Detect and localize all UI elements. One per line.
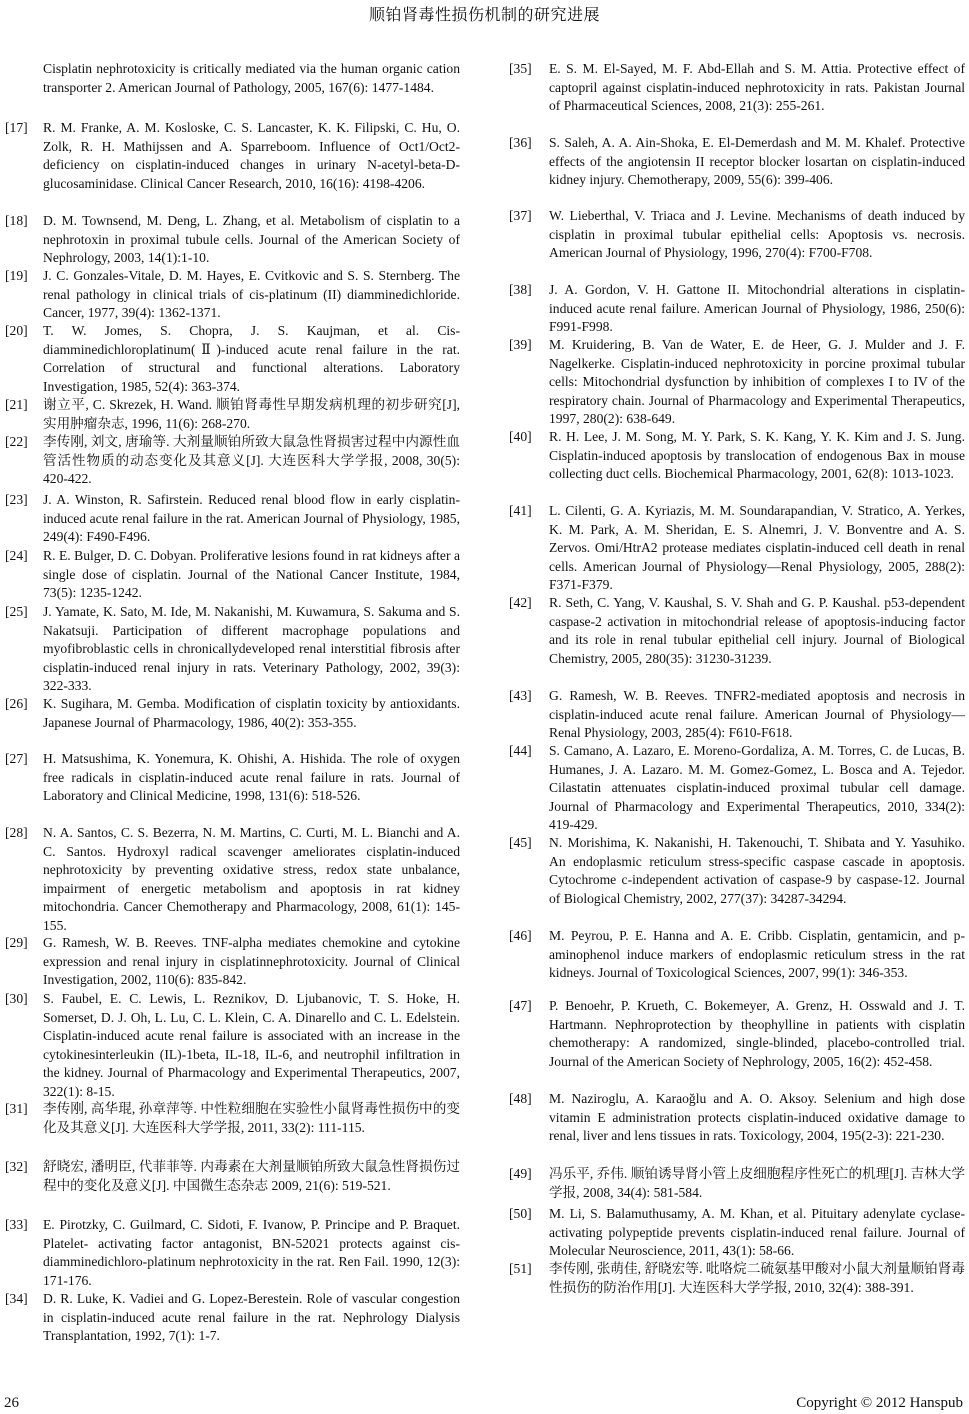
reference-text: M. Li, S. Balamuthusamy, A. M. Khan, et al. Pituitary adenylate cyclase-activating polypeptide prevents cisplatin-induced renal failure. Journal of Molecular Neuroscience, 2011, 43(1): 58-66. <box>549 1206 965 1258</box>
reference-entry <box>5 212 460 268</box>
reference-entry <box>5 322 460 396</box>
reference-number: [33] <box>5 1217 28 1232</box>
reference-number: [25] <box>5 604 28 619</box>
reference-entry <box>509 281 965 337</box>
reference-text: J. A. Gordon, V. H. Gattone II. Mitochondrial alterations in cisplatin-induced acute renal failure. American Journal of Physiology, 1986, 250(6): F991-F998. <box>549 282 965 334</box>
reference-entry <box>5 1290 460 1346</box>
running-header: 顺铂肾毒性损伤机制的研究进展 <box>368 7 600 24</box>
reference-text: H. Matsushima, K. Yonemura, K. Ohishi, A. Hishida. The role of oxygen free radicals in cisplatin-induced acute renal failure in rats. Journal of Laboratory and Clinical Medicine, 1998, 131(6): 518-526. <box>43 751 460 803</box>
reference-text: 舒晓宏, 潘明臣, 代菲菲等. 内毒素在大剂量顺铂所致大鼠急性肾损伤过程中的变化及意义[J]. 中国微生态杂志 2009, 21(6): 519-521. <box>43 1159 460 1193</box>
reference-number: [17] <box>5 120 28 135</box>
reference-entry <box>509 742 965 835</box>
reference-text: N. Morishima, K. Nakanishi, H. Takenouchi, T. Shibata and Y. Yasuhiko. An endoplasmic reticulum stress-specific caspase cascade in apoptosis. Cytochrome c-independent activation of caspase-9 by caspase-12. Journal of Biological Chemistry, 2002, 277(37): 34287-34294. <box>549 835 965 906</box>
reference-text: M. Peyrou, P. E. Hanna and A. E. Cribb. Cisplatin, gentamicin, and p-aminophenol induce markers of endoplasmic reticulum stress in the rat kidneys. Journal of Toxicological Sciences, 2007, 99(1): 346-353. <box>549 928 965 980</box>
reference-number: [31] <box>5 1101 28 1116</box>
reference-entry <box>509 834 965 908</box>
reference-entry <box>5 491 460 547</box>
reference-number: [20] <box>5 323 28 338</box>
reference-number: [38] <box>509 282 532 297</box>
reference-entry <box>5 934 460 990</box>
reference-entry <box>5 750 460 806</box>
reference-text: 李传刚, 高华琨, 孙章萍等. 中性粒细胞在实验性小鼠肾毒性损伤中的变化及其意义[J]. 大连医科大学学报, 2011, 33(2): 111-115. <box>43 1101 460 1135</box>
reference-number: [21] <box>5 397 28 412</box>
reference-number: [43] <box>509 688 532 703</box>
reference-entry <box>5 267 460 323</box>
reference-text: M. Naziroglu, A. Karaoğlu and A. O. Aksoy. Selenium and high dose vitamin E administration protects cisplatin-induced oxidative damage to renal, liver and lens tissues in rats. Toxicology, 2004, 195(2-3): 221-230. <box>549 1091 965 1143</box>
reference-number: [28] <box>5 825 28 840</box>
reference-text: K. Sugihara, M. Gemba. Modification of cisplatin toxicity by antioxidants. Japanese Journal of Pharmacology, 1986, 40(2): 353-355. <box>43 696 460 730</box>
reference-text: 李传刚, 刘文, 唐瑜等. 大剂量顺铂所致大鼠急性肾损害过程中内源性血管活性物质的动态变化及其意义[J]. 大连医科大学学报, 2008, 30(5): 420-422. <box>43 434 460 486</box>
reference-entry <box>509 1260 965 1297</box>
reference-number: [47] <box>509 998 532 1013</box>
reference-entry <box>5 603 460 696</box>
reference-number: [49] <box>509 1166 532 1181</box>
reference-number: [40] <box>509 429 532 444</box>
reference-number: [45] <box>509 835 532 850</box>
reference-number: [46] <box>509 928 532 943</box>
reference-number: [42] <box>509 595 532 610</box>
reference-number: [27] <box>5 751 28 766</box>
reference-entry <box>509 134 965 190</box>
reference-text: G. Ramesh, W. B. Reeves. TNF-alpha mediates chemokine and cytokine expression and renal injury in cisplatinnephrotoxicity. Journal of Clinical Investigation, 2002, 110(6): 835-842. <box>43 935 460 987</box>
reference-number: [50] <box>509 1206 532 1221</box>
reference-entry <box>5 1100 460 1137</box>
reference-text: S. Saleh, A. A. Ain-Shoka, E. El-Demerdash and M. M. Khalef. Protective effects of the angiotensin II receptor blocker losartan on cisplatin-induced kidney injury. Chemotherapy, 2009, 55(6): 399-406. <box>549 135 965 187</box>
reference-entry <box>509 927 965 983</box>
reference-text: P. Benoehr, P. Krueth, C. Bokemeyer, A. Grenz, H. Osswald and J. T. Hartmann. Nephroprotection by theophylline in patients with cisplatin chemotherapy: A randomized, single-blinded, placebo-controlled trial. Journal of the American Society of Nephrology, 2005, 16(2): 452-458. <box>549 998 965 1069</box>
reference-entry <box>5 1158 460 1195</box>
reference-entry <box>5 1216 460 1290</box>
reference-text: 谢立平, C. Skrezek, H. Wand. 顺铂肾毒性早期发病机理的初步研究[J], 实用肿瘤杂志, 1996, 11(6): 268-270. <box>43 397 460 431</box>
reference-text: J. A. Winston, R. Safirstein. Reduced renal blood flow in early cisplatin-induced acute renal failure in the rat. American Journal of Physiology, 1985, 249(4): F490-F496. <box>43 492 460 544</box>
reference-text: T. W. Jomes, S. Chopra, J. S. Kaujman, et al. Cis-diamminedichloroplatinum(Ⅱ)-induced acute renal failure in the rat. Correlation of structural and functional alterations. Laboratory Investigation, 1985, 52(4): 363-374. <box>43 323 460 394</box>
reference-entry <box>5 433 460 489</box>
reference-entry <box>5 695 460 732</box>
reference-entry <box>509 336 965 429</box>
reference-entry <box>5 119 460 193</box>
reference-text: R. M. Franke, A. M. Kosloske, C. S. Lancaster, K. K. Filipski, C. Hu, O. Zolk, R. H. Mathijssen and A. Sparreboom. Influence of Oct1/Oct2-deficiency on cisplatin-induced changes in urinary N-acetyl-beta-D-glucosaminidase. Clinical Cancer Research, 2010, 16(16): 4198-4206. <box>43 120 460 191</box>
reference-number: [29] <box>5 935 28 950</box>
reference-number: [23] <box>5 492 28 507</box>
reference-number: [35] <box>509 61 532 76</box>
reference-number: [36] <box>509 135 532 150</box>
reference-text: E. S. M. El-Sayed, M. F. Abd-Ellah and S. M. Attia. Protective effect of captopril against cisplatin-induced nephrotoxicity in rats. Pakistan Journal of Pharmaceutical Sciences, 2008, 21(3): 255-261. <box>549 61 965 113</box>
reference-number: [34] <box>5 1291 28 1306</box>
reference-text: R. E. Bulger, D. C. Dobyan. Proliferative lesions found in rat kidneys after a single dose of cisplatin. Journal of the National Cancer Institute, 1984, 73(5): 1235-1242. <box>43 548 460 600</box>
reference-entry <box>509 1205 965 1261</box>
reference-text: M. Kruidering, B. Van de Water, E. de Heer, G. J. Mulder and J. F. Nagelkerke. Cisplatin-induced nephrotoxicity in porcine proximal tubular cells: Mitochondrial dysfunction by inhibition of complexes I to IV of the respiratory chain. Journal of Pharmacology and Experimental Therapeutics, 1997, 280(2): 638-649. <box>549 337 965 426</box>
reference-number: [39] <box>509 337 532 352</box>
reference-text: R. H. Lee, J. M. Song, M. Y. Park, S. K. Kang, Y. K. Kim and J. S. Jung. Cisplatin-induced apoptosis by translocation of endogenous Bax in mouse collecting duct cells. Biochemical Pharmacology, 2001, 62(8): 1013-1023. <box>549 429 965 481</box>
reference-text: N. A. Santos, C. S. Bezerra, N. M. Martins, C. Curti, M. L. Bianchi and A. C. Santos. Hydroxyl radical scavenger ameliorates cisplatin-induced nephrotoxicity by preventing oxidative stress, redox state unbalance, impairment of energetic metabolism and apoptosis in rat kidney mitochondria. Cancer Chemotherapy and Pharmacology, 2008, 61(1): 145-155. <box>43 825 460 933</box>
reference-entry <box>509 997 965 1071</box>
reference-text: R. Seth, C. Yang, V. Kaushal, S. V. Shah and G. P. Kaushal. p53-dependent caspase-2 activation in mitochondrial release of apoptosis-inducing factor and its role in renal tubular epithelial cell injury. Journal of Biological Chemistry, 2005, 280(35): 31230-31239. <box>549 595 965 666</box>
reference-number: [41] <box>509 503 532 518</box>
reference-number: [32] <box>5 1159 28 1174</box>
reference-text: S. Camano, A. Lazaro, E. Moreno-Gordaliza, A. M. Torres, C. de Lucas, B. Humanes, J. A. Lazaro. M. M. Gomez-Gomez, L. Bosca and A. Tejedor. Cilastatin attenuates cisplatin-induced proximal tubular cell damage. Journal of Pharmacology and Experimental Therapeutics, 2010, 334(2): 419-429. <box>549 743 965 832</box>
reference-entry <box>5 396 460 433</box>
reference-text: D. R. Luke, K. Vadiei and G. Lopez-Berestein. Role of vascular congestion in cisplatin-induced acute renal failure in the rat. Nephrology Dialysis Transplantation, 1992, 7(1): 1-7. <box>43 1291 460 1343</box>
reference-text: Cisplatin nephrotoxicity is critically mediated via the human organic cation transporter 2. American Journal of Pathology, 2005, 167(6): 1477-1484. <box>43 61 460 95</box>
reference-entry <box>509 594 965 668</box>
copyright-notice: Copyright © 2012 Hanspub <box>796 1395 963 1411</box>
reference-text: E. Pirotzky, C. Guilmard, C. Sidoti, F. Ivanow, P. Principe and P. Braquet. Platelet- activating factor antagonist, BN-52021 protects against cis-diamminedichloro-platinum nephrotoxicity in the rat. Ren Fail. 1990, 12(3): 171-176. <box>43 1217 460 1288</box>
reference-entry <box>509 1090 965 1146</box>
reference-text: W. Lieberthal, V. Triaca and J. Levine. Mechanisms of death induced by cisplatin in proximal tubular epithelial cells: Apoptosis vs. necrosis. American Journal of Physiology, 1996, 270(4): F700-F708. <box>549 208 965 260</box>
reference-text: G. Ramesh, W. B. Reeves. TNFR2-mediated apoptosis and necrosis in cisplatin-induced acute renal failure. American Journal of Physiology—Renal Physiology, 2003, 285(4): F610-F618. <box>549 688 965 740</box>
reference-entry <box>509 428 965 484</box>
reference-entry <box>5 547 460 603</box>
reference-entry <box>5 990 460 1101</box>
reference-text: D. M. Townsend, M. Deng, L. Zhang, et al. Metabolism of cisplatin to a nephrotoxin in proximal tubule cells. Journal of the American Society of Nephrology, 2003, 14(1):1-10. <box>43 213 460 265</box>
reference-text: J. Yamate, K. Sato, M. Ide, M. Nakanishi, M. Kuwamura, S. Sakuma and S. Nakatsuji. Participation of different macrophage populations and myofibroblastic cells in chronicallydeveloped renal interstitial fibrosis after cisplatin-induced renal injury in rats. Veterinary Pathology, 2002, 39(3): 322-333. <box>43 604 460 693</box>
reference-number: [44] <box>509 743 532 758</box>
reference-number: [19] <box>5 268 28 283</box>
reference-text: J. C. Gonzales-Vitale, D. M. Hayes, E. Cvitkovic and S. S. Sternberg. The renal pathology in clinical trials of cis-platinum (II) diamminedichloride. Cancer, 1977, 39(4): 1362-1371. <box>43 268 460 320</box>
reference-text: 李传刚, 张萌佳, 舒晓宏等. 吡咯烷二硫氨基甲酸对小鼠大剂量顺铂肾毒性损伤的防治作用[J]. 大连医科大学学报, 2010, 32(4): 388-391. <box>549 1261 965 1295</box>
reference-number: [26] <box>5 696 28 711</box>
reference-entry <box>509 502 965 595</box>
reference-entry <box>5 824 460 935</box>
page-number: 26 <box>4 1395 19 1411</box>
reference-number: [37] <box>509 208 532 223</box>
reference-text: S. Faubel, E. C. Lewis, L. Reznikov, D. Ljubanovic, T. S. Hoke, H. Somerset, D. J. Oh, L. Lu, C. L. Klein, C. A. Dinarello and C. L. Edelstein. Cisplatin-induced acute renal failure is associated with an increase in the cytokinesinterleukin (IL)-1beta, IL-18, IL-6, and neutrophil infiltration in the kidney. Journal of Pharmacology and Experimental Therapeutics, 2007, 322(1): 8-15. <box>43 991 460 1099</box>
reference-entry <box>5 60 460 97</box>
reference-number: [22] <box>5 434 28 449</box>
reference-entry <box>509 1165 965 1202</box>
reference-number: [48] <box>509 1091 532 1106</box>
reference-entry <box>509 60 965 116</box>
reference-text: L. Cilenti, G. A. Kyriazis, M. M. Soundarapandian, V. Stratico, A. Yerkes, K. M. Park, A. M. Sheridan, E. S. Alnemri, J. V. Bonventre and A. S. Zervos. Omi/HtrA2 protease mediates cisplatin-induced cell death in renal cells. American Journal of Physiology—Renal Physiology, 2005, 288(2): F371-F379. <box>549 503 965 592</box>
reference-number: [51] <box>509 1261 532 1276</box>
reference-number: [24] <box>5 548 28 563</box>
reference-number: [30] <box>5 991 28 1006</box>
reference-number: [18] <box>5 213 28 228</box>
reference-entry <box>509 687 965 743</box>
reference-text: 冯乐平, 乔伟. 顺铂诱导肾小管上皮细胞程序性死亡的机理[J]. 吉林大学学报, 2008, 34(4): 581-584. <box>549 1166 965 1200</box>
reference-entry <box>509 207 965 263</box>
